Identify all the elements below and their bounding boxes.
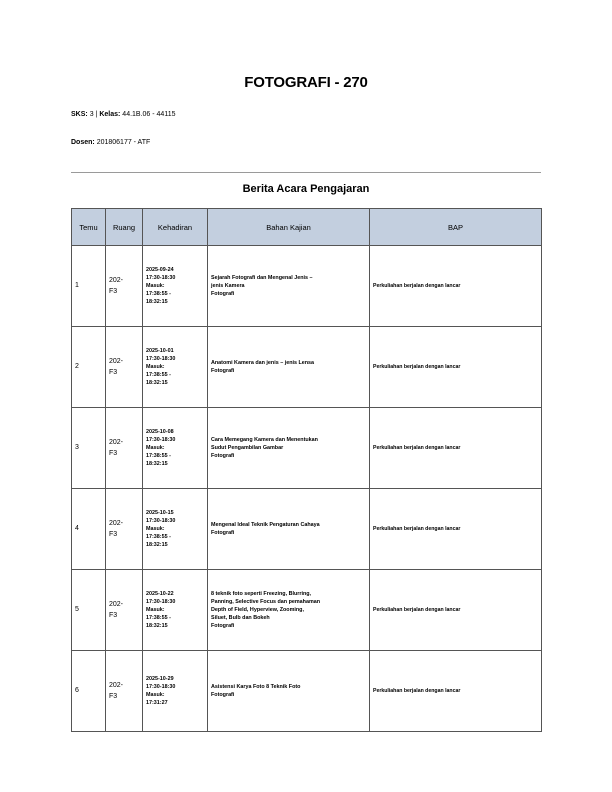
kehadiran-line: Masuk: [146, 607, 165, 613]
cell-bahan-kajian [208, 408, 370, 489]
kehadiran-line: 18:32:15 [146, 380, 168, 386]
cell-bahan-kajian [208, 489, 370, 570]
kehadiran-line: Masuk: [146, 526, 165, 532]
header-ruang: Ruang [106, 209, 143, 246]
cell-kehadiran [143, 651, 208, 732]
cell-bahan-kajian [208, 651, 370, 732]
cell-bap: Perkuliahan berjalan dengan lancar [370, 489, 542, 570]
kehadiran-line: 2025-10-29 [146, 676, 174, 682]
bahan-line: 8 teknik foto seperti Freezing, Blurring, [211, 591, 312, 597]
cell-bap: Perkuliahan berjalan dengan lancar [370, 327, 542, 408]
cell-bahan-kajian [208, 246, 370, 327]
bahan-line: Fotografi [211, 368, 235, 374]
kehadiran-line: 17:30-18:30 [146, 518, 176, 524]
cell-kehadiran [143, 489, 208, 570]
cell-bap: Perkuliahan berjalan dengan lancar [370, 408, 542, 489]
kehadiran-line: 2025-10-08 [146, 429, 174, 435]
table-row [72, 489, 542, 570]
kehadiran-line: 17:38:55 - [146, 453, 171, 459]
kelas-value: 44.1B.06 - 44115 [122, 111, 176, 118]
kehadiran-line: 17:30-18:30 [146, 437, 176, 443]
ruang-line: 202- [109, 277, 124, 284]
cell-ruang [106, 651, 143, 732]
ruang-line: 202- [109, 601, 124, 608]
ruang-line: 202- [109, 439, 124, 446]
lecturer-info-line [71, 139, 150, 146]
course-info-line [71, 111, 176, 118]
table-header-row [72, 209, 542, 246]
cell-temu: 1 [72, 246, 106, 327]
table-row [72, 408, 542, 489]
cell-bap: Perkuliahan berjalan dengan lancar [370, 651, 542, 732]
cell-kehadiran [143, 408, 208, 489]
kehadiran-line: 2025-10-01 [146, 348, 174, 354]
cell-bahan-kajian [208, 570, 370, 651]
table-row [72, 246, 542, 327]
cell-bap: Perkuliahan berjalan dengan lancar [370, 246, 542, 327]
separator: | [95, 111, 98, 118]
bahan-line: Fotografi [211, 453, 235, 459]
kehadiran-line: Masuk: [146, 445, 165, 451]
cell-temu: 2 [72, 327, 106, 408]
kehadiran-line: 17:30-18:30 [146, 356, 176, 362]
bahan-line: Fotografi [211, 530, 235, 536]
header-kehadiran: Kehadiran [143, 209, 208, 246]
kehadiran-line: Masuk: [146, 692, 165, 698]
bahan-line: Depth of Field, Hyperview, Zooming, [211, 607, 304, 613]
kehadiran-line: 17:38:55 - [146, 534, 171, 540]
cell-temu: 4 [72, 489, 106, 570]
bahan-line: Siluet, Bulb dan Bokeh [211, 615, 270, 621]
bahan-line: jenis Kamera [211, 283, 245, 289]
cell-ruang [106, 327, 143, 408]
kehadiran-line: 2025-10-22 [146, 591, 174, 597]
course-title: FOTOGRAFI - 270 [244, 74, 368, 91]
header-bahan-kajian: Bahan Kajian [208, 209, 370, 246]
cell-bahan-kajian [208, 327, 370, 408]
kehadiran-line: 17:30-18:30 [146, 599, 176, 605]
ruang-line: 202- [109, 520, 124, 527]
bahan-line: Anatomi Kamera dan jenis – jenis Lensa [211, 360, 315, 366]
kehadiran-line: 18:32:15 [146, 461, 168, 467]
dosen-value: 201806177 - ATF [96, 139, 151, 146]
section-title: Berita Acara Pengajaran [242, 183, 370, 195]
bahan-line: Asistensi Karya Foto 8 Teknik Foto [211, 684, 301, 690]
attendance-table [71, 208, 542, 732]
kelas-label: Kelas: [99, 111, 121, 118]
ruang-line: F3 [109, 531, 118, 538]
kehadiran-line: 17:38:55 - [146, 291, 171, 297]
ruang-line: F3 [109, 693, 118, 700]
cell-kehadiran [143, 246, 208, 327]
kehadiran-line: Masuk: [146, 283, 165, 289]
ruang-line: 202- [109, 682, 124, 689]
kehadiran-line: 18:32:15 [146, 542, 168, 548]
sks-label: SKS: [71, 111, 88, 118]
ruang-line: F3 [109, 612, 118, 619]
kehadiran-line: 17:30-18:30 [146, 684, 176, 690]
bahan-line: Mengenal Ideal Teknik Pengaturan Cahaya [211, 522, 320, 528]
ruang-line: F3 [109, 450, 118, 457]
kehadiran-line: 18:32:15 [146, 299, 168, 305]
kehadiran-line: 17:31:27 [146, 700, 168, 706]
ruang-line: 202- [109, 358, 124, 365]
cell-ruang [106, 408, 143, 489]
cell-bap: Perkuliahan berjalan dengan lancar [370, 570, 542, 651]
ruang-line: F3 [109, 288, 118, 295]
dosen-label: Dosen: [71, 139, 95, 146]
cell-temu: 3 [72, 408, 106, 489]
cell-kehadiran [143, 570, 208, 651]
kehadiran-line: 2025-10-15 [146, 510, 174, 516]
table-row [72, 651, 542, 732]
kehadiran-line: 17:30-18:30 [146, 275, 176, 281]
ruang-line: F3 [109, 369, 118, 376]
cell-kehadiran [143, 327, 208, 408]
cell-ruang [106, 489, 143, 570]
cell-ruang [106, 570, 143, 651]
kehadiran-line: 18:32:15 [146, 623, 168, 629]
kehadiran-line: 2025-09-24 [146, 267, 174, 273]
cell-ruang [106, 246, 143, 327]
header-bap: BAP [370, 209, 542, 246]
bahan-line: Sudut Pengambilan Gambar [211, 445, 284, 451]
header-temu: Temu [72, 209, 106, 246]
divider [71, 172, 541, 173]
kehadiran-line: 17:38:55 - [146, 372, 171, 378]
table-row [72, 327, 542, 408]
kehadiran-line: Masuk: [146, 364, 165, 370]
bahan-line: Fotografi [211, 291, 235, 297]
sks-value: 3 [89, 111, 94, 118]
bahan-line: Cara Memegang Kamera dan Menentukan [211, 437, 318, 443]
table-row [72, 570, 542, 651]
cell-temu: 6 [72, 651, 106, 732]
bahan-line: Panning, Selective Focus dan pemahaman [211, 599, 321, 605]
bahan-line: Fotografi [211, 623, 235, 629]
kehadiran-line: 17:38:55 - [146, 615, 171, 621]
bahan-line: Fotografi [211, 692, 235, 698]
cell-temu: 5 [72, 570, 106, 651]
bahan-line: Sejarah Fotografi dan Mengenal Jenis – [211, 275, 313, 281]
